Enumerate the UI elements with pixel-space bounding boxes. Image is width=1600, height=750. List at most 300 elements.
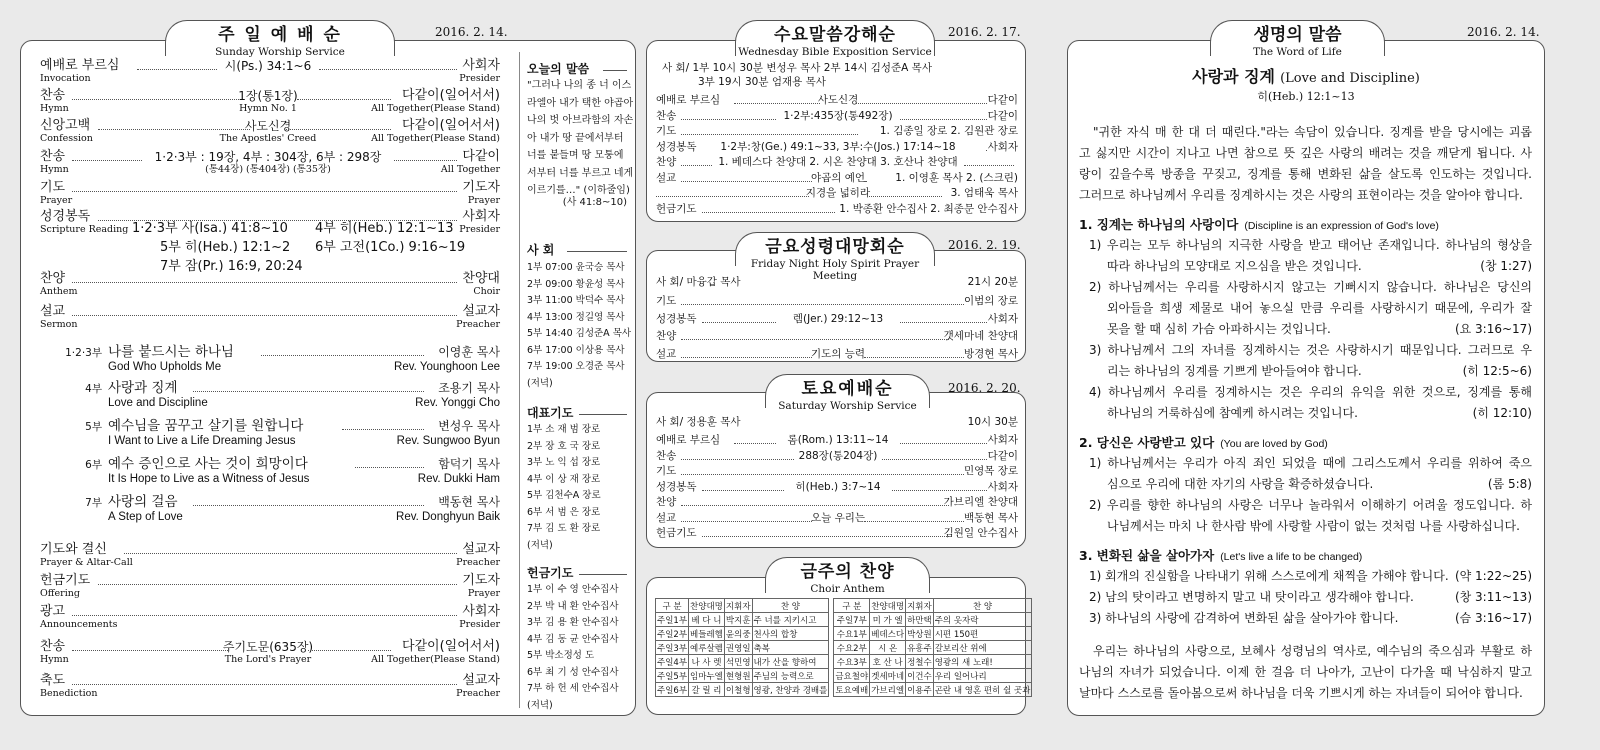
saturday-presider: 사 회/ 정용훈 목사 [656,416,741,428]
wednesday-dots-a-1 [681,119,776,120]
wednesday-label-7: 헌금기도 [656,202,697,215]
wednesday-leader-0: 다같이 [987,94,1018,106]
section-head-en-1: (You are loved by God) [1220,438,1328,450]
sermon-title-en-0: God Who Upholds Me [108,361,222,373]
sunday-order-0-dots-right [319,69,457,70]
offering-3: 4부 김 동 균 안수집사 [527,633,619,645]
choir-left-cell-3-1: 나 사 렛 [689,655,725,669]
saturday-item-3: 히(Heb.) 3:7~14 [795,480,881,493]
friday-dots-0 [681,304,964,305]
word-title: 생명의 말씀 [1253,25,1342,45]
verse-title-rule [603,70,627,71]
item-ref-2-0: (약 1:22~25) [1454,569,1532,583]
choir-right-row-5 [834,683,1032,697]
sunday-order3-3-leader-en: All Together(Please Stand) [371,654,500,665]
wednesday-leader-3: 사회자 [987,140,1018,153]
sermon-pastor-en-1: Rev. Yonggi Cho [415,397,500,409]
sunday-order2-0-label-en: Anthem [40,286,78,297]
sunday-order3-4-leader-en: Preacher [456,688,500,699]
wednesday-subtitle: Wednesday Bible Exposition Service [738,46,932,58]
choir-right-cell-1-0: 수요1부 [834,627,870,641]
wednesday-dots-b-4 [964,165,1014,166]
wednesday-dots-a-4 [681,165,712,166]
choir-right-cell-0-0: 주일7부 [834,613,870,627]
sermon-title-4: 사랑의 걸음 [108,494,178,510]
wednesday-dots-a-0 [734,103,820,104]
offering-2: 3부 김 용 환 안수집사 [527,617,619,628]
sunday-order3-3-label: 찬송 [40,639,66,654]
saturday-item-1: 288장(통204장) [798,449,878,462]
sunday-order-1-item: 1장(통1장) [238,89,298,103]
saturday-label-5: 설교 [656,511,677,524]
choir-table-wrap [655,598,1031,697]
offering-0: 1부 이 수 영 안수집사 [527,584,619,595]
sunday-order-4-leader-en: Prayer [467,195,500,206]
item-0-1-line-0: 2) 하나님께서는 우리를 사랑하시지 않고는 기뻐시지 않습니다. 하나님은 당신의 [1089,280,1532,294]
presider-note: (저녁) [527,378,553,389]
saturday-leader-6: 김원일 안수집사 [943,527,1018,539]
friday-dots-2 [681,339,949,340]
choir-right-cell-0-3: 주의 옷자락 [933,613,1032,627]
sermon-pastor-en-0: Rev. Younghoon Lee [394,361,500,373]
choir-left-row-3 [656,655,829,669]
wednesday-item-3: 1·2부:창(Ge.) 49:1~33, 3부:수(Jos.) 17:14~18 [720,140,956,153]
wednesday-presider-line2: 3부 19시 30분 엄재용 목사 [698,76,826,88]
wednesday-title: 수요말씀강해순 [774,25,896,45]
choir-left-cell-0-2: 박지훈 [724,613,752,627]
prayer-2: 3부 노 익 섭 장로 [527,457,601,468]
sunday-order3-0-leader-en: Preacher [456,557,500,568]
wednesday-dots-b-1 [900,119,988,120]
item-0-0-line-0: 1) 우리는 모두 하나님의 지극한 사랑을 받고 태어난 존재입니다. 하나님의 형상을 [1089,238,1532,252]
sunday-order-2-item: 사도신경 [244,119,292,133]
item-1-0-line-0: 1) 하나님께서는 우리가 아직 죄인 되었을 때에 그리스도께서 우리를 위하여 죽으 [1089,456,1532,470]
presider-6: 7부 19:00 오경준 목사 [527,361,625,372]
prayer-0: 1부 소 재 범 장로 [527,424,601,435]
wednesday-dots-2 [681,134,858,135]
sunday-subtitle: Sunday Worship Service [215,46,345,58]
item-ref-0-2: (히 12:5~6) [1462,364,1532,378]
sunday-order-0-leader-en: Presider [459,73,500,84]
item-0-2-line-1: 리는 하나님의 징계를 기쁘게 받아들여야 합니다. [1107,364,1362,378]
sermon-title-1: 사랑과 징계 [108,380,178,396]
sunday-order-1-leader-en: All Together(Please Stand) [371,103,500,114]
sunday-order-4-label-en: Prayer [40,195,73,206]
scripture-4: 4부 히(Heb.) 12:1~13 [315,221,454,236]
saturday-leader-3: 사회자 [987,480,1018,493]
choir-right-cell-5-1: 가브리엘 [870,683,906,697]
saturday-dots-a-3 [702,490,784,491]
section-head-1 [1079,432,1328,451]
verse-reference: (사 41:8~10) [562,197,627,208]
sunday-order3-3-leader: 다같이(일어서서) [401,639,500,654]
item-1-1-line-0: 2) 우리를 향한 하나님의 사랑은 너무나 놀라워서 이해하기 어려울 정도입니다. 하 [1089,498,1532,512]
section-head-en-0: (Discipline is an expression of God's love) [1244,220,1439,232]
offering-6: 7부 하 헌 세 안수집사 [527,683,619,694]
intro-line-0: "귀한 자식 매 한 대 더 때린다."라는 속담이 있습니다. 징계를 받을 당시에는 괴롭 [1093,125,1532,139]
saturday-label-3: 성경봉독 [656,480,697,493]
sunday-order2-1-leader-en: Preacher [456,319,500,330]
presider-3: 4부 13:00 정길영 목사 [527,311,625,323]
sunday-order2-1-leader: 설교자 [462,304,500,319]
choir-header [765,557,930,593]
choir-right-header-1: 찬양대명 [870,599,906,613]
wednesday-label-3: 성경봉독 [656,140,697,153]
wednesday-label-5: 설교 [656,171,677,184]
choir-left-row-4 [656,669,829,683]
sunday-order3-3-item-en: The Lord's Prayer [224,654,312,665]
saturday-dots-b-0 [900,443,988,444]
choir-right-cell-0-2: 하만택 [906,613,934,627]
saturday-dots-a-1 [681,459,794,460]
wednesday-item-1: 1·2부:435장(통492장) [783,109,893,122]
friday-dots-b-3 [864,357,965,358]
choir-right-cell-1-3: 시편 150편 [933,627,1032,641]
sunday-order-0-item: 시(Ps.) 34:1~6 [224,59,312,73]
sunday-order-5-leader-en: Presider [459,224,500,235]
item-1-0-line-1: 심으로 우리에 대한 자기의 사랑을 확증하셨습니다. [1107,477,1374,491]
item-ref-0-1: (요 3:16~17) [1454,322,1532,336]
sunday-order3-1-leader: 기도자 [462,573,500,588]
sunday-order2-1-label: 설교 [40,304,66,319]
sunday-order-1-item-en: Hymn No. 1 [239,103,297,114]
sunday-order2-1-dots [72,315,457,316]
choir-left-cell-2-1: 예루살렘 [689,641,725,655]
choir-table-left [655,598,829,697]
item-ref-2-1: (창 3:11~13) [1454,590,1532,604]
verse-line-1: 라엘아 내가 택한 야곱아 [527,97,634,109]
sermon-title-2: 예수님을 꿈꾸고 살기를 원합니다 [108,418,304,434]
sunday-order3-1-leader-en: Prayer [467,588,500,599]
section-head-2 [1079,545,1362,564]
verse-title: 오늘의 말씀 [527,62,590,76]
choir-left-header-0: 구 분 [656,599,689,613]
saturday-time: 10시 30분 [967,416,1018,428]
choir-left-cell-3-0: 주일4부 [656,655,689,669]
sunday-order3-1-label-en: Offering [40,588,80,599]
wednesday-dots-a-6 [656,196,809,197]
sunday-order3-0-label-en: Prayer & Altar-Call [40,557,133,568]
item-2-0-line-0: 1) 회개의 진실함을 나타내기 위해 스스로에게 채찍을 가해야 합니다. [1089,569,1449,583]
saturday-dots-2 [681,474,964,475]
verse-line-4: 너를 붙들며 땅 모퉁에 [527,150,624,161]
choir-right-cell-1-1: 베데스다 [870,627,906,641]
choir-left-header-2: 지휘자 [724,599,752,613]
sunday-order-4-dots [72,191,457,192]
saturday-item-5: 오늘 우리는 [810,511,866,524]
prayer-title-rule [579,414,627,415]
saturday-dots-a-5 [681,521,812,522]
saturday-label-1: 찬송 [656,449,677,462]
friday-presider: 사 회/ 마융갑 목사 [656,276,741,288]
prayer-3: 4부 이 상 재 장로 [527,473,601,485]
saturday-dots-b-5 [864,521,965,522]
prayer-title: 대표기도 [527,406,574,420]
choir-right-cell-4-2: 이건수 [906,669,934,683]
verse-line-2: 나의 벗 아브라함의 자손 [527,115,634,126]
wednesday-dots-b-0 [856,103,987,104]
choir-right-cell-2-1: 시 온 [870,641,906,655]
choir-right-cell-4-1: 겟세마네 [870,669,906,683]
saturday-dots-b-1 [882,459,988,460]
saturday-title: 토요예배순 [801,379,894,399]
friday-leader-3: 방경현 목사 [963,347,1018,360]
choir-left-cell-1-2: 윤의중 [724,627,752,641]
sunday-order-4-leader: 기도자 [462,180,500,195]
item-ref-0-3: (히 12:10) [1472,406,1532,420]
sunday-order-1-leader: 다같이(일어서서) [401,88,500,103]
saturday-dots-6 [702,536,949,537]
item-ref-1-0: (롬 5:8) [1487,477,1532,491]
sunday-order-2-dots-right [286,129,391,130]
choir-right-row-4 [834,669,1032,683]
saturday-label-2: 기도 [656,465,677,477]
saturday-leader-5: 백동현 목사 [963,511,1018,524]
section-head-0 [1079,214,1439,233]
sunday-order3-0-dots [124,553,457,554]
friday-label-2: 찬양 [656,330,677,342]
sunday-order-4-label: 기도 [40,180,66,195]
saturday-label-0: 예배로 부르심 [656,434,721,446]
wednesday-item-0: 사도신경 [817,94,859,106]
choir-left-header-1: 찬양대명 [689,599,725,613]
choir-left-cell-5-2: 이철형 [724,683,752,697]
wednesday-dots-b-5 [864,181,866,182]
wednesday-dots-b-3 [986,150,987,151]
sermon-pastor-en-2: Rev. Sungwoo Byun [396,435,500,447]
closing-line-2: 날마다 스스로를 돌아봄으로써 하나님을 더욱 기쁘시게 하는 자녀들이 되어야 합니다. [1079,686,1523,700]
choir-left-cell-4-3: 주님의 능력으로 [752,669,829,683]
choir-right-header-3: 찬 양 [933,599,1032,613]
word-header [1210,20,1385,56]
wednesday-leader-6: 3. 엄태욱 목사 [950,187,1018,199]
offering-4: 5부 박소정성 도 [527,650,595,661]
choir-right-cell-4-0: 금요철야 [834,669,870,683]
closing-line-1: 나님의 자녀가 되었습니다. 이제 한 걸음 더 나아가, 고난이 다가올 때 낙심하지 말고 [1079,665,1532,679]
offering-title: 헌금기도 [527,566,574,580]
section-head-ko-1: 2. 당신은 사랑받고 있다 [1079,435,1215,450]
prayer-4: 5부 김천수A 장로 [527,490,601,501]
sermon-title-en: (Love and Discipline) [1280,71,1420,86]
choir-right-cell-5-0: 토요예배 [834,683,870,697]
sermon-pastor-2: 변성우 목사 [438,419,500,433]
choir-right-cell-5-3: 곤란 내 영혼 편히 쉴 곳과 [933,683,1032,697]
sunday-order3-4-label: 축도 [40,673,66,688]
sermon-part-3: 6부 [85,459,102,471]
saturday-leader-1: 다같이 [987,449,1018,462]
word-date: 2016. 2. 14. [1467,25,1540,39]
item-2-2-line-0: 3) 하나님의 사랑에 감격하여 변화된 삶을 살아가야 합니다. [1089,611,1399,625]
choir-right-cell-3-3: 영광의 새 노래! [933,655,1032,669]
section-head-en-2: (Let's live a life to be changed) [1220,551,1363,563]
wednesday-dots-b-6 [867,196,941,197]
choir-left-row-1 [656,627,829,641]
friday-time: 21시 20분 [967,276,1018,288]
choir-right-cell-2-0: 수요2부 [834,641,870,655]
sermon-title-en-4: A Step of Love [108,511,183,523]
sunday-order-3-leader: 다같이 [462,149,500,164]
presider-4: 5부 14:40 김성준A 목사 [527,328,632,339]
choir-title: 금주의 찬양 [800,562,895,582]
friday-leader-0: 이범의 장로 [963,295,1018,307]
sunday-order-2-leader: 다같이(일어서서) [401,118,500,133]
friday-label-3: 설교 [656,347,677,360]
scripture-7: 7부 잠(Pr.) 16:9, 20:24 [160,259,303,274]
sunday-order-5-label-en: Scripture Reading [40,224,129,235]
friday-item-3: 기도의 능력 [810,347,866,360]
choir-right-cell-2-3: 갈보리산 위에 [933,641,1032,655]
sermon-title-en-2: I Want to Live a Life Dreaming Jesus [108,435,296,447]
sermon-part-1: 4부 [85,383,102,395]
prayer-note: (저녁) [527,540,553,551]
presider-5: 6부 17:00 이상용 목사 [527,344,625,356]
wednesday-leader-1: 다같이 [987,109,1018,122]
choir-right-cell-3-0: 수요3부 [834,655,870,669]
intro-line-2: 랑이 깊을수록 방종을 꾸짖고, 징계를 통해 변화된 삶을 살도록 인도하는 것입니다. [1079,167,1532,181]
sunday-order3-3-item: 주기도문(635장) [222,640,314,654]
saturday-dots-b-3 [892,490,987,491]
sermon-pastor-3: 함덕기 목사 [438,457,500,471]
choir-right-cell-1-2: 박상원 [906,627,934,641]
choir-right-cell-2-2: 유흥주 [906,641,934,655]
friday-header [735,232,935,282]
saturday-date: 2016. 2. 20. [948,381,1021,395]
choir-right-row-2 [834,641,1032,655]
wednesday-label-0: 예배로 부르심 [656,94,721,106]
friday-dots-a-3 [681,357,812,358]
closing-line-0: 우리는 하나님의 사랑으로, 보혜사 성령님의 역사로, 예수님의 죽으심과 부활로 하 [1093,644,1532,658]
sunday-order2-0-leader-en: Choir [473,286,500,297]
friday-leader-2: 갯세마네 찬양대 [943,330,1018,342]
sermon-part-4: 7부 [85,497,102,509]
prayer-1: 2부 장 호 국 장로 [527,440,601,452]
sunday-header [165,20,395,56]
presider-title: 사 회 [527,243,555,257]
choir-right-row-0 [834,613,1032,627]
choir-left-row-0 [656,613,829,627]
friday-dots-a-1 [702,322,776,323]
saturday-subtitle: Saturday Worship Service [778,400,917,412]
sunday-order-3-leader-en: All Together [440,164,500,175]
sunday-order-0-label: 예배로 부르심 [40,58,120,73]
intro-line-3: 그러므로 하나님께서 우리를 징계하시는 것은 사랑의 표현이라는 것을 알아야 합니다. [1079,188,1523,202]
sunday-order-3-dots-right [394,160,457,161]
wednesday-item-4: 1. 베데스다 찬양대 2. 시온 찬양대 3. 호산나 찬양대 [718,156,958,168]
choir-left-cell-4-2: 현형원 [724,669,752,683]
item-0-3-line-1: 하나님의 거룩하심에 참예케 하시려는 것입니다. [1107,406,1358,420]
friday-subtitle: Friday Night Holy Spirit Prayer Meeting [750,258,920,282]
choir-left-cell-2-2: 권영일 [724,641,752,655]
sermon-pastor-1: 조용기 목사 [438,381,500,395]
sermon-dots-0 [261,355,425,356]
scripture-5: 5부 히(Heb.) 12:1~2 [160,240,291,255]
verse-line-6: 이르기를…" (이하줄임) [527,185,630,196]
sunday-order-3-label: 찬송 [40,149,66,164]
wednesday-label-4: 찬양 [656,156,677,168]
item-0-0-line-1: 따라 하나님의 모양대로 지으심을 받은 것입니다. [1107,259,1362,273]
saturday-label-4: 찬양 [656,496,677,508]
choir-left-cell-0-3: 주 너를 지키시고 [752,613,829,627]
choir-right-row-1 [834,627,1032,641]
item-0-3-line-0: 4) 하나님께서 우리를 징계하시는 것은 우리의 유익을 위한 것으로, 징계를 통해 [1089,385,1532,399]
choir-left-row-2 [656,641,829,655]
sunday-order-5-label: 성경봉독 [40,209,91,224]
saturday-dots-4 [681,505,949,506]
sunday-order3-2-leader-en: Presider [459,619,500,630]
friday-dots-b-1 [900,322,988,323]
sunday-order-1-label: 찬송 [40,88,66,103]
item-0-2-line-0: 3) 하나님께서 그의 자녀를 징계하시는 것은 사랑하시기 때문입니다. 그러므로 우 [1089,343,1532,357]
choir-right-row-3 [834,655,1032,669]
prayer-5: 6부 서 범 은 장로 [527,506,601,518]
sunday-order3-0-label: 기도와 결신 [40,542,107,557]
choir-left-cell-5-1: 갈 릴 리 [689,683,725,697]
sermon-pastor-0: 이영훈 목사 [438,345,500,359]
sermon-title [1067,64,1545,87]
sunday-order-2-leader-en: All Together(Please Stand) [371,133,500,144]
friday-label-1: 성경봉독 [656,312,697,325]
sunday-order-0-label-en: Invocation [40,73,91,84]
verse-line-5: 서부터 너를 부르고 네게 [527,167,634,179]
item-0-1-line-2: 못을 할 때 심히 가슴 아파하시는 것입니다. [1107,322,1331,336]
choir-left-cell-3-3: 내가 산을 향하여 [752,655,829,669]
section-head-ko-0: 1. 징계는 하나님의 사랑이다 [1079,217,1239,232]
choir-right-cell-0-1: 미 가 엘 [870,613,906,627]
verse-line-0: "그러나 나의 종 너 이스 [527,80,632,91]
saturday-item-0: 롬(Rom.) 13:11~14 [787,434,889,446]
wednesday-leader-7: 1. 박종환 안수집사 2. 최종문 안수집사 [839,202,1018,215]
sunday-date: 2016. 2. 14. [435,25,508,39]
sunday-order3-3-dots-right [308,650,391,651]
wednesday-leader-5: 1. 이영훈 목사 2. (스크린) [895,171,1018,184]
sermon-title-3: 예수 증인으로 사는 것이 희망이다 [108,456,308,472]
sunday-order2-0-leader: 찬양대 [462,271,500,286]
offering-5: 6부 최 기 성 안수집사 [527,666,619,678]
choir-left-cell-0-0: 주일1부 [656,613,689,627]
verse-line-3: 아 내가 땅 끝에서부터 [527,132,624,144]
saturday-leader-0: 사회자 [987,434,1018,446]
sunday-order3-4-leader: 설교자 [462,673,500,688]
choir-left-cell-4-0: 주일5부 [656,669,689,683]
choir-left-cell-3-2: 석민영 [724,655,752,669]
intro-line-1: 고 싫지만 시간이 지나고 나면 참으로 뜻 깊은 사랑의 배려는 것을 깨닫게 됩니다. 사 [1079,146,1532,160]
sunday-order3-3-label-en: Hymn [40,654,69,665]
choir-table-right [833,598,1032,697]
item-1-1-line-1: 나님께서는 마치 나 한사람 밖에 사랑할 사람이 없는 것처럼 나를 사랑하십니다. [1107,519,1520,533]
prayer-6: 7부 김 도 환 장로 [527,523,601,534]
sermon-dots-3 [355,467,424,468]
sunday-order-3-item: 1·2·3부 : 19장, 4부 : 304장, 6부 : 298장 [154,150,382,164]
sunday-order-3-item-en: (통44장) (통404장) (통35장) [205,164,331,175]
choir-right-cell-3-2: 정철수 [906,655,934,669]
wednesday-item-5: 야곱의 예언 [810,171,866,184]
sermon-title-en-1: Love and Discipline [108,397,208,409]
choir-left-cell-1-0: 주일2부 [656,627,689,641]
friday-item-1: 렘(Jer.) 29:12~13 [792,312,884,325]
section-head-ko-2: 3. 변화된 삶을 살아가자 [1079,548,1215,563]
choir-right-header-0: 구 분 [834,599,870,613]
choir-left-cell-4-1: 임마누엘 [689,669,725,683]
choir-right-header-row [834,599,1032,613]
sunday-order3-0-leader: 설교자 [462,542,500,557]
offering-1: 2부 박 내 환 안수집사 [527,600,619,612]
friday-title: 금요성령대망회순 [765,237,905,257]
sunday-order-2-label: 신앙고백 [40,118,91,133]
word-subtitle: The Word of Life [1253,46,1342,58]
sunday-order3-4-label-en: Benediction [40,688,98,699]
sunday-order-0-leader: 사회자 [462,58,500,73]
scripture-6: 6부 고전(1Co.) 9:16~19 [315,240,466,255]
